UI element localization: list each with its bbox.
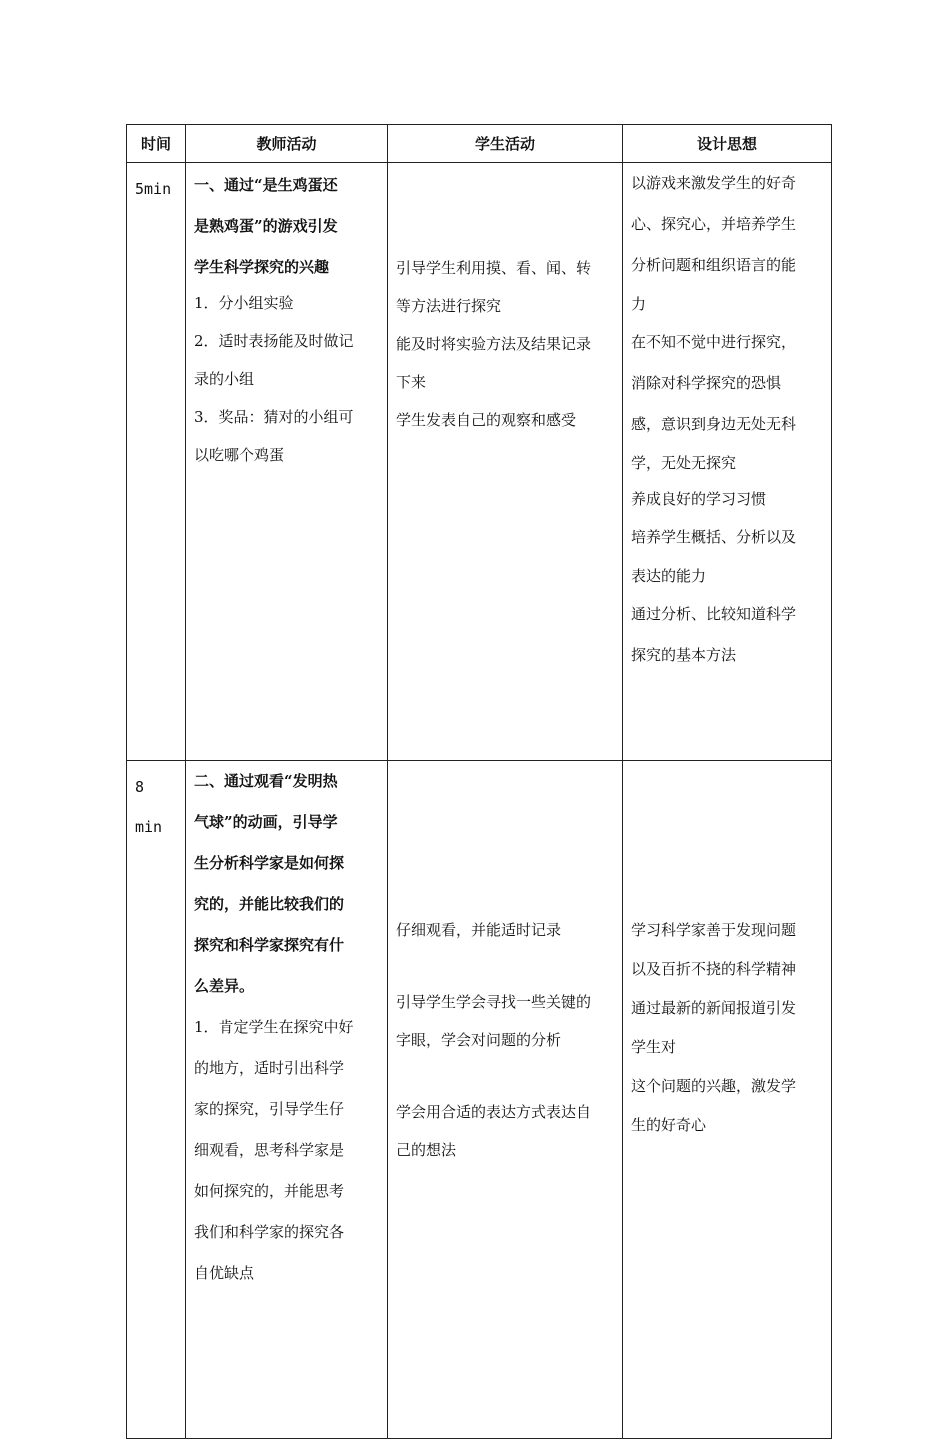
text-line: 细观看，思考科学家是	[194, 1141, 345, 1159]
table-row	[127, 163, 832, 761]
text-line: 消除对科学探究的恐惧	[631, 374, 782, 392]
lesson-plan-table	[126, 124, 832, 1439]
text-line: 探究的基本方法	[631, 646, 737, 664]
time-value: 8	[135, 778, 145, 796]
student-activity-cell	[388, 163, 623, 761]
text-line: 气球”的动画，引导学	[194, 813, 338, 831]
text-line: 如何探究的，并能思考	[194, 1182, 345, 1200]
text-line: 一、通过“是生鸡蛋还	[194, 176, 338, 194]
header-student-activity: 学生活动	[388, 125, 623, 163]
text-line: 己的想法	[396, 1141, 457, 1159]
text-line: 以游戏来激发学生的好奇	[631, 174, 797, 192]
text-line: 生的好奇心	[631, 1116, 707, 1134]
spacer	[396, 949, 614, 983]
text-line: 学，无处无探究	[631, 454, 737, 472]
text-line: 心、探究心，并培养学生	[631, 215, 797, 233]
text-line: 3．奖品：猜对的小组可	[194, 408, 354, 426]
spacer	[396, 1059, 614, 1093]
teacher-heading	[194, 761, 379, 1007]
text-line: 通过分析、比较知道科学	[631, 605, 797, 623]
time-unit: min	[135, 818, 163, 836]
text-line: 在不知不觉中进行探究，	[631, 333, 797, 351]
text-line: 二、通过观看“发明热	[194, 772, 338, 790]
text-line: 引导学生学会寻找一些关键的	[396, 993, 592, 1011]
text-line: 引导学生利用摸、看、闻、转	[396, 259, 592, 277]
time-cell	[127, 761, 186, 1439]
text-line: 学习科学家善于发现问题	[631, 921, 797, 939]
text-line: 仔细观看，并能适时记录	[396, 921, 562, 939]
text-line: 培养学生概括、分析以及	[631, 528, 797, 546]
text-line: 1．肯定学生在探究中好	[194, 1018, 354, 1036]
text-line: 究的，并能比较我们的	[194, 895, 345, 913]
text-line: 家的探究，引导学生仔	[194, 1100, 345, 1118]
text-line: 的地方，适时引出科学	[194, 1059, 345, 1077]
text-line: 字眼，学会对问题的分析	[396, 1031, 562, 1049]
text-line: 我们和科学家的探究各	[194, 1223, 345, 1241]
text-line: 感，意识到身边无处无科	[631, 415, 797, 433]
text-line: 能及时将实验方法及结果记录	[396, 335, 592, 353]
time-cell	[127, 163, 186, 761]
text-line: 2．适时表扬能及时做记	[194, 332, 354, 350]
student-activity-cell	[388, 761, 623, 1439]
text-line: 力	[631, 295, 647, 313]
text-line: 学会用合适的表达方式表达自	[396, 1103, 592, 1121]
text-line: 分析问题和组织语言的能	[631, 256, 797, 274]
text-line: 生分析科学家是如何探	[194, 854, 345, 872]
text-line: 探究和科学家探究有什	[194, 936, 345, 954]
time-value: 5min	[135, 180, 172, 198]
teacher-steps	[194, 1007, 379, 1294]
text-line: 以吃哪个鸡蛋	[194, 446, 285, 464]
text-line: 学生科学探究的兴趣	[194, 258, 330, 276]
text-line: 下来	[396, 373, 427, 391]
text-line: 这个问题的兴趣，激发学	[631, 1077, 797, 1095]
teacher-activity-cell	[186, 163, 388, 761]
text-line: 以及百折不挠的科学精神	[631, 960, 797, 978]
table-header-row	[127, 125, 832, 163]
teacher-heading	[194, 165, 379, 288]
text-line: 么差异。	[194, 977, 255, 995]
header-teacher-activity: 教师活动	[186, 125, 388, 163]
text-line: 1．分小组实验	[194, 294, 294, 312]
teacher-activity-cell	[186, 761, 388, 1439]
header-design-idea: 设计思想	[623, 125, 832, 163]
text-line: 是熟鸡蛋”的游戏引发	[194, 217, 338, 235]
text-line: 等方法进行探究	[396, 297, 502, 315]
design-idea-cell	[623, 761, 832, 1439]
text-line: 通过最新的新闻报道引发	[631, 999, 797, 1017]
table-row	[127, 761, 832, 1439]
teacher-steps	[194, 284, 379, 474]
design-idea-cell	[623, 163, 832, 761]
text-line: 养成良好的学习习惯	[631, 490, 767, 508]
text-line: 学生发表自己的观察和感受	[396, 411, 577, 429]
text-line: 自优缺点	[194, 1264, 255, 1282]
text-line: 录的小组	[194, 370, 255, 388]
text-line: 学生对	[631, 1038, 677, 1056]
header-time: 时间	[127, 125, 186, 163]
text-line: 表达的能力	[631, 567, 707, 585]
